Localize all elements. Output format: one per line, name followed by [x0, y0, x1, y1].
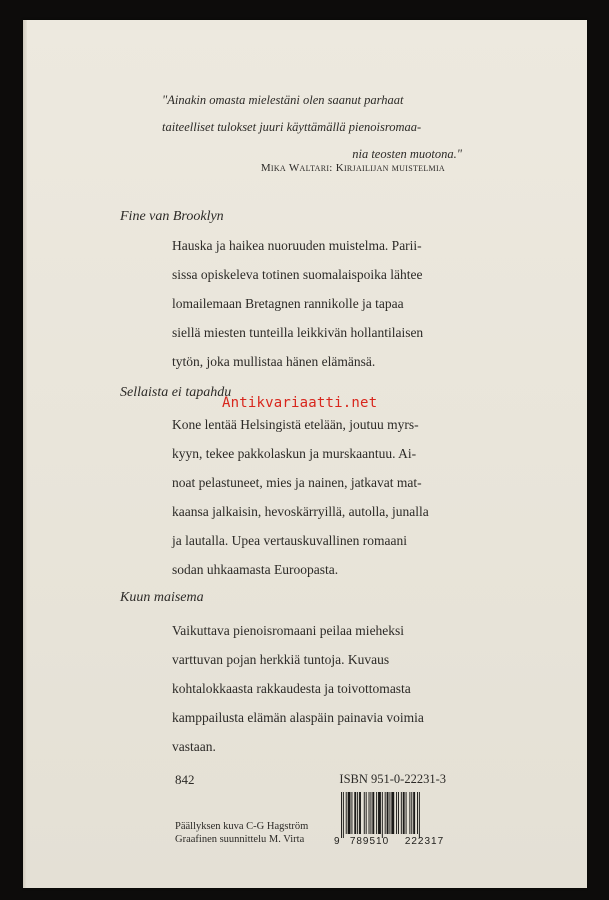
barcode-lead-digit: 9: [334, 836, 340, 847]
barcode-bar: [343, 792, 344, 838]
barcode-bar: [372, 792, 374, 834]
watermark-text: Antikvariaatti.net: [222, 395, 378, 411]
barcode-bar: [348, 792, 351, 834]
book-description: [172, 231, 444, 376]
credits: [175, 820, 308, 846]
barcode-bar: [396, 792, 397, 834]
description-line: sissa opiskeleva totinen suomalaispoika lähtee: [172, 267, 423, 282]
cover-spine-edge: [23, 20, 27, 888]
description-line: Vaikuttava pienoisromaani peilaa mieheksi: [172, 623, 405, 638]
barcode-bar: [376, 792, 377, 834]
quote-attribution: Mika Waltari: Kirjailijan muistelmia: [260, 162, 445, 174]
description-line: sodan uhkaamasta Euroopasta.: [172, 562, 339, 577]
book-description: [172, 410, 444, 584]
barcode-bar: [411, 792, 412, 834]
design-credit: Graafinen suunnittelu M. Virta: [175, 834, 305, 845]
barcode-bar: [366, 792, 367, 834]
description-line: siellä miesten tunteilla leikkivän hollantilaisen: [172, 325, 424, 340]
description-line: ja lautalla. Upea vertauskuvallinen romaani: [172, 533, 408, 548]
barcode-bar: [351, 792, 352, 834]
isbn: ISBN 951-0-22231-3: [339, 772, 446, 786]
description-line: kaansa jalkaisin, hevoskärryillä, autolla, junalla: [172, 504, 429, 519]
barcode-bar: [370, 792, 371, 834]
barcode-bar: [369, 792, 370, 834]
barcode-bar: [341, 792, 342, 838]
description-line: noat pelastuneet, mies ja nainen, jatkavat mat-: [172, 475, 422, 490]
barcode-bar: [359, 792, 361, 834]
description-line: lomailemaan Bretagnen rannikolle ja tapaa: [172, 296, 404, 311]
barcode-bar: [354, 792, 356, 834]
book-title: Sellaista ei tapahdu: [120, 385, 232, 400]
barcode-bar: [378, 792, 381, 834]
barcode-digit-group: 789510: [349, 836, 390, 847]
description-line: varttuvan pojan herkkiä tuntoja. Kuvaus: [172, 652, 390, 667]
barcode-bar: [409, 792, 410, 834]
epigraph-quote: [162, 87, 462, 168]
barcode-bar: [382, 792, 383, 838]
book-description: [172, 616, 444, 761]
description-line: kohtalokkaasta rakkaudesta ja toivottomasta: [172, 681, 411, 696]
description-line: tytön, joka mullistaa hänen elämänsä.: [172, 354, 376, 369]
barcode-bar: [385, 792, 386, 834]
book-title: Fine van Brooklyn: [120, 209, 224, 224]
quote-line: nia teosten muotona.": [352, 147, 462, 161]
barcode-bar: [403, 792, 405, 834]
barcode-bar: [417, 792, 418, 834]
barcode-bar: [364, 792, 365, 834]
barcode-bar: [387, 792, 389, 834]
description-line: Kone lentää Helsingistä etelään, joutuu myrs-: [172, 417, 419, 432]
quote-line: taiteelliset tulokset juuri käyttämällä pienoisromaa-: [162, 120, 422, 134]
description-line: vastaan.: [172, 739, 216, 754]
description-line: Hauska ja haikea nuoruuden muistelma. Parii-: [172, 238, 422, 253]
barcode-bar: [398, 792, 399, 834]
barcode-bar: [413, 792, 415, 834]
book-title: Kuun maisema: [120, 590, 204, 605]
description-line: kyyn, tekee pakkolaskun ja murskaantuu. Ai-: [172, 446, 417, 461]
series-number: 842: [175, 772, 195, 787]
description-line: kamppailusta elämän alaspäin painavia voimia: [172, 710, 424, 725]
barcode-bar: [391, 792, 394, 834]
barcode-bar: [419, 792, 420, 838]
barcode-bar: [357, 792, 358, 834]
barcode-digits: [334, 836, 452, 847]
quote-line: "Ainakin omasta mielestäni olen saanut parhaat: [162, 93, 404, 107]
barcode-bar: [401, 792, 402, 834]
cover-image-credit: Päällyksen kuva C-G Hagström: [175, 821, 309, 832]
barcode-bar: [389, 792, 390, 834]
barcode-bar: [346, 792, 347, 834]
barcode-digit-group: 222317: [404, 836, 445, 847]
barcode-bar: [406, 792, 407, 834]
